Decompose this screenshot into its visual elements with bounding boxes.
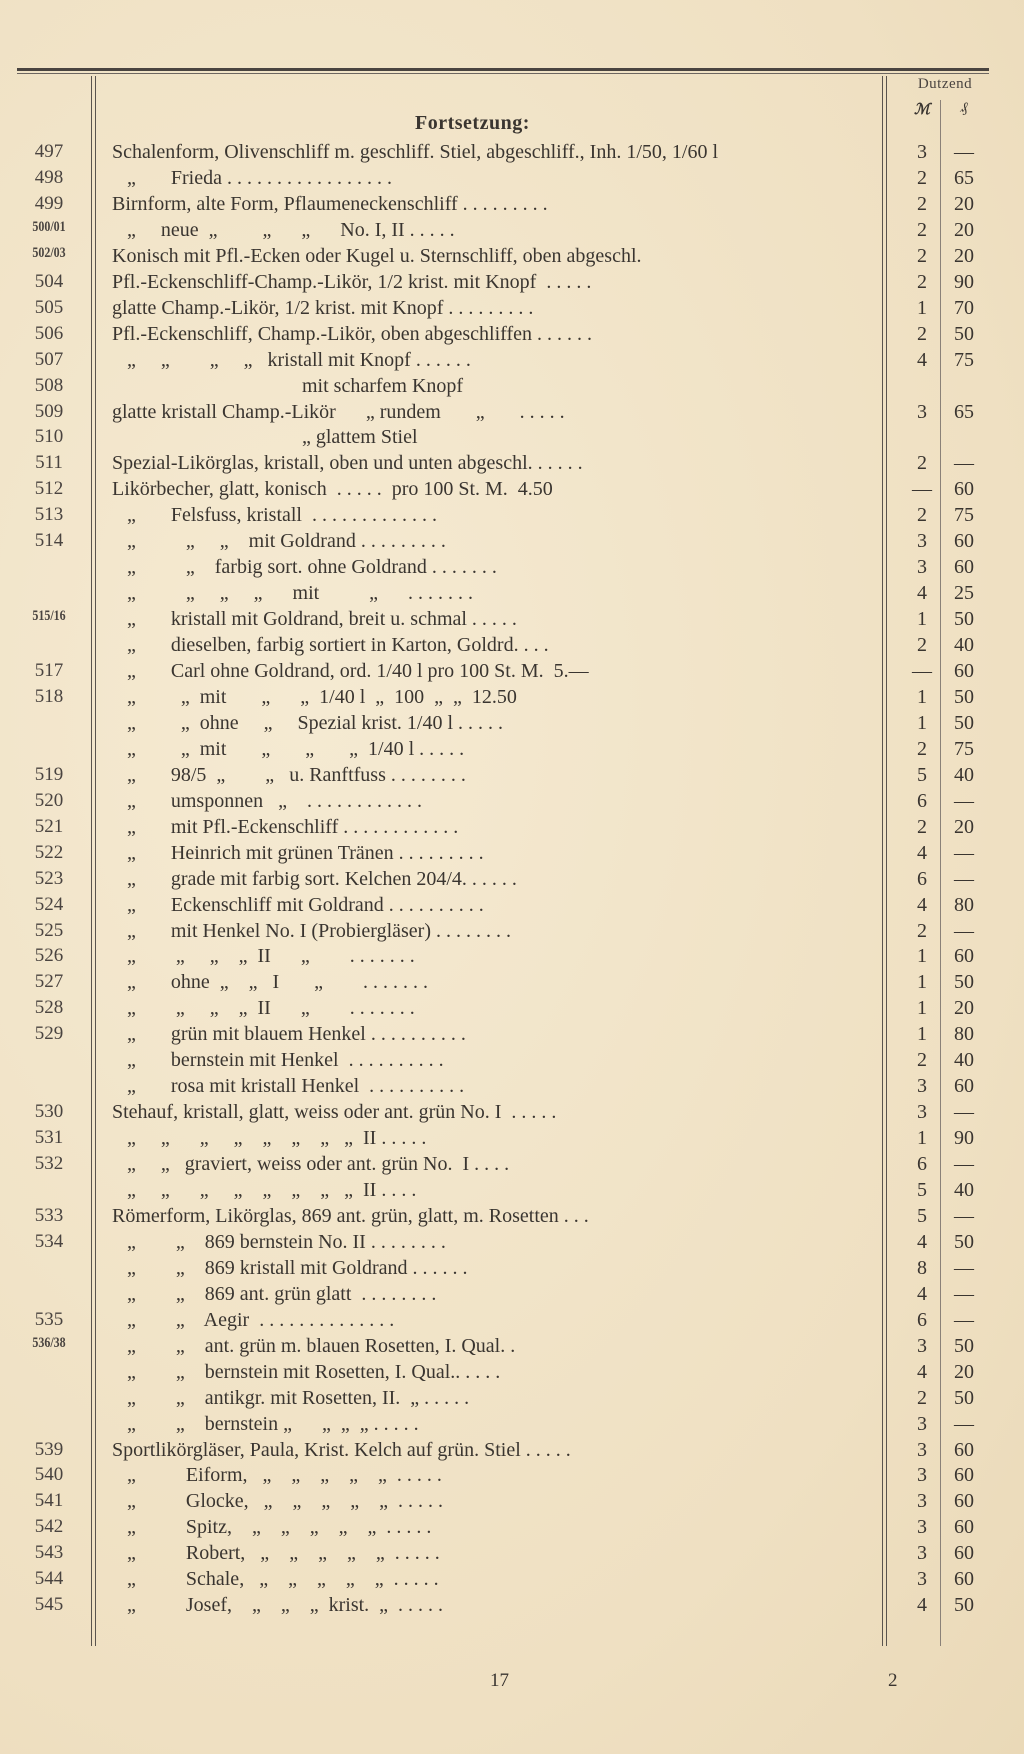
article-description: „ „ „ mit Goldrand . . . . . . . . . xyxy=(112,530,446,553)
table-row xyxy=(0,764,1024,790)
article-description: „ Robert, „ „ „ „ „ . . . . . xyxy=(112,1542,440,1565)
price-mark: 3 xyxy=(917,1542,927,1565)
article-description: „ Spitz, „ „ „ „ „ . . . . . xyxy=(112,1516,432,1539)
table-row xyxy=(0,193,1024,219)
table-row xyxy=(0,452,1024,478)
price-pfennig: 90 xyxy=(954,1127,974,1150)
price-pfennig: 60 xyxy=(954,1464,974,1487)
price-mark: 6 xyxy=(917,867,927,890)
price-mark: 4 xyxy=(917,582,927,605)
price-pfennig: 50 xyxy=(954,1334,974,1357)
price-pfennig: 50 xyxy=(954,711,974,734)
article-number: 517 xyxy=(34,660,64,681)
article-number: 518 xyxy=(34,685,64,707)
price-pfennig: 60 xyxy=(954,556,974,579)
article-description: „ Eckenschliff mit Goldrand . . . . . . . . . . xyxy=(112,893,484,916)
table-row xyxy=(0,582,1024,608)
price-mark: 3 xyxy=(917,1516,927,1539)
table-row xyxy=(0,1205,1024,1231)
article-number: 542 xyxy=(34,1516,64,1538)
price-mark: 2 xyxy=(917,244,927,267)
price-mark: 2 xyxy=(917,218,927,241)
article-description: Sportlikörgläser, Paula, Krist. Kelch auf grün. Stiel . . . . . xyxy=(112,1438,571,1461)
article-number: 500/01 xyxy=(32,218,66,235)
article-number: 497 xyxy=(34,141,64,162)
article-number: 523 xyxy=(34,867,64,889)
top-rule xyxy=(17,68,989,71)
price-pfennig: 60 xyxy=(954,478,974,501)
table-row xyxy=(0,1101,1024,1127)
article-description: „ glattem Stiel xyxy=(112,426,418,449)
table-row xyxy=(0,1309,1024,1335)
price-mark: 1 xyxy=(917,296,927,319)
table-row xyxy=(0,1075,1024,1101)
price-mark: 2 xyxy=(917,634,927,657)
table-row xyxy=(0,1387,1024,1413)
table-row xyxy=(0,945,1024,971)
table-row xyxy=(0,323,1024,349)
price-pfennig: 60 xyxy=(954,660,974,682)
price-pfennig: 60 xyxy=(954,1438,974,1461)
price-mark: 1 xyxy=(917,711,927,734)
article-description: „ „ „ „ mit „ . . . . . . . xyxy=(112,582,474,605)
table-row xyxy=(0,1179,1024,1205)
price-pfennig: 75 xyxy=(954,737,974,760)
article-description: „ umsponnen „ . . . . . . . . . . . . xyxy=(112,789,422,812)
article-description: „ Heinrich mit grünen Tränen . . . . . . . . . xyxy=(112,841,484,864)
price-pfennig: 40 xyxy=(954,763,974,786)
price-mark: 2 xyxy=(917,322,927,345)
article-number: 513 xyxy=(34,504,64,526)
article-description: „ „ „ „ „ „ „ „ II . . . . . xyxy=(112,1127,427,1150)
price-pfennig: 90 xyxy=(954,270,974,293)
price-mark: 3 xyxy=(917,1568,927,1591)
price-pfennig: 20 xyxy=(954,244,974,267)
table-row xyxy=(0,349,1024,375)
article-description: „ „ Aegir . . . . . . . . . . . . . . xyxy=(112,1308,395,1331)
price-pfennig: 50 xyxy=(954,1386,974,1409)
price-pfennig: 75 xyxy=(954,348,974,371)
article-description: „ „ graviert, weiss oder ant. grün No. I . . . . xyxy=(112,1153,510,1176)
price-mark: 4 xyxy=(917,841,927,864)
price-mark: 4 xyxy=(917,348,927,371)
price-pfennig: — xyxy=(954,867,974,890)
table-row xyxy=(0,1257,1024,1283)
price-pfennig: 60 xyxy=(954,1075,974,1098)
price-pfennig: — xyxy=(954,1153,974,1176)
article-description: Pfl.-Eckenschliff, Champ.-Likör, oben abgeschliffen . . . . . . xyxy=(112,322,593,345)
article-description: Schalenform, Olivenschliff m. geschliff. Stiel, abgeschliff., Inh. 1/50, 1/60 l xyxy=(112,141,719,163)
price-mark: 6 xyxy=(917,1308,927,1331)
article-number: 530 xyxy=(34,1101,64,1123)
table-row xyxy=(0,790,1024,816)
signature-mark: 2 xyxy=(888,1670,898,1691)
article-description: Birnform, alte Form, Pflaumeneckenschliff . . . . . . . . . xyxy=(112,192,548,215)
column-group-dutzend: Dutzend xyxy=(917,76,973,92)
price-mark: 2 xyxy=(917,919,927,942)
article-number: 512 xyxy=(34,478,64,500)
price-mark: 4 xyxy=(917,1594,927,1617)
price-pfennig: — xyxy=(954,1204,974,1227)
article-number: 533 xyxy=(34,1204,64,1226)
price-mark: 1 xyxy=(917,997,927,1020)
article-description: „ „ bernstein mit Rosetten, I. Qual.. . . . . xyxy=(112,1360,501,1383)
article-number: 507 xyxy=(34,348,64,370)
article-number: 529 xyxy=(34,1023,64,1045)
table-row xyxy=(0,426,1024,452)
article-description: Konisch mit Pfl.-Ecken oder Kugel u. Sternschliff, oben abgeschl. xyxy=(112,244,642,267)
article-number: 499 xyxy=(34,192,64,214)
price-pfennig: 80 xyxy=(954,893,974,916)
price-pfennig: 20 xyxy=(954,997,974,1020)
table-row xyxy=(0,894,1024,920)
price-pfennig: 50 xyxy=(954,608,974,631)
price-pfennig: 50 xyxy=(954,1230,974,1253)
table-row xyxy=(0,401,1024,427)
price-mark: 2 xyxy=(917,504,927,527)
article-description: „ „ antikgr. mit Rosetten, II. „ . . . . . xyxy=(112,1386,470,1409)
article-number: 532 xyxy=(34,1153,64,1175)
price-mark: 4 xyxy=(917,893,927,916)
table-row xyxy=(0,1568,1024,1594)
price-pfennig: 65 xyxy=(954,400,974,423)
table-row xyxy=(0,997,1024,1023)
table-row xyxy=(0,686,1024,712)
price-mark: 6 xyxy=(917,789,927,812)
article-number: 540 xyxy=(34,1464,64,1486)
table-row xyxy=(0,1335,1024,1361)
article-description: „ mit Pfl.-Eckenschliff . . . . . . . . . . . . xyxy=(112,815,459,838)
table-row xyxy=(0,816,1024,842)
article-number: 545 xyxy=(34,1594,64,1616)
article-number: 536/38 xyxy=(32,1334,66,1351)
price-pfennig: 60 xyxy=(954,1516,974,1539)
table-row xyxy=(0,1542,1024,1568)
price-mark: 8 xyxy=(917,1256,927,1279)
article-description: Pfl.-Eckenschliff-Champ.-Likör, 1/2 krist. mit Knopf . . . . . xyxy=(112,270,592,293)
article-number: 535 xyxy=(34,1308,64,1330)
table-row xyxy=(0,167,1024,193)
article-number: 511 xyxy=(35,452,63,474)
table-row xyxy=(0,530,1024,556)
price-pfennig: 20 xyxy=(954,1360,974,1383)
price-pfennig: 80 xyxy=(954,1023,974,1046)
article-number: 522 xyxy=(34,841,64,863)
price-pfennig: 60 xyxy=(954,1568,974,1591)
price-mark: 3 xyxy=(917,1412,927,1435)
article-number: 510 xyxy=(34,426,64,448)
price-mark: 3 xyxy=(917,1101,927,1124)
price-mark: — xyxy=(912,478,932,501)
article-description: „ dieselben, farbig sortiert in Karton, Goldrd. . . . xyxy=(112,634,549,657)
article-description: „ Carl ohne Goldrand, ord. 1/40 l pro 100 St. M. 5.— xyxy=(112,660,589,682)
article-description: Likörbecher, glatt, konisch . . . . . pro 100 St. M. 4.50 xyxy=(112,478,553,501)
price-pfennig: 50 xyxy=(954,322,974,345)
article-description: „ „ ohne „ Spezial krist. 1/40 l . . . . . xyxy=(112,711,504,734)
column-header-pfennig: ₰ xyxy=(960,100,968,116)
table-row xyxy=(0,712,1024,738)
article-number: 515/16 xyxy=(32,608,66,625)
article-description: „ 98/5 „ „ u. Ranftfuss . . . . . . . . xyxy=(112,763,466,786)
table-row xyxy=(0,738,1024,764)
price-mark: 2 xyxy=(917,166,927,189)
table-row xyxy=(0,1361,1024,1387)
table-row xyxy=(0,271,1024,297)
price-pfennig: — xyxy=(954,789,974,812)
price-mark: 2 xyxy=(917,737,927,760)
price-mark: 3 xyxy=(917,400,927,423)
price-mark: 1 xyxy=(917,1023,927,1046)
article-description: „ „ 869 ant. grün glatt . . . . . . . . xyxy=(112,1282,437,1305)
article-number: 509 xyxy=(34,400,64,422)
price-mark: 3 xyxy=(917,556,927,579)
price-mark: 5 xyxy=(917,763,927,786)
price-pfennig: 60 xyxy=(954,530,974,553)
price-mark: 1 xyxy=(917,945,927,968)
price-pfennig: 50 xyxy=(954,685,974,708)
article-description: „ neue „ „ „ No. I, II . . . . . xyxy=(112,218,455,241)
price-mark: 3 xyxy=(917,1464,927,1487)
price-pfennig: 60 xyxy=(954,1542,974,1565)
price-mark: 3 xyxy=(917,1438,927,1461)
article-description: „ Schale, „ „ „ „ „ . . . . . xyxy=(112,1568,439,1591)
table-row xyxy=(0,1049,1024,1075)
price-pfennig: 20 xyxy=(954,815,974,838)
article-description: glatte kristall Champ.-Likör „ rundem „ . . . . . xyxy=(112,400,565,423)
article-description: „ „ bernstein „ „ „ „ . . . . . xyxy=(112,1412,419,1435)
article-number: 514 xyxy=(34,530,64,552)
table-row xyxy=(0,1413,1024,1439)
price-pfennig: 20 xyxy=(954,218,974,241)
price-pfennig: 50 xyxy=(954,971,974,994)
article-number: 506 xyxy=(34,322,64,344)
article-description: Stehauf, kristall, glatt, weiss oder ant. grün No. I . . . . . xyxy=(112,1101,557,1124)
article-description: „ „ mit „ „ 1/40 l „ 100 „ „ 12.50 xyxy=(112,685,517,708)
price-mark: 2 xyxy=(917,815,927,838)
article-number: 541 xyxy=(34,1490,64,1512)
article-number: 528 xyxy=(34,997,64,1019)
page-number: 17 xyxy=(490,1670,509,1691)
table-row xyxy=(0,1153,1024,1179)
price-mark: 3 xyxy=(917,141,927,163)
table-row xyxy=(0,245,1024,271)
article-description: „ Josef, „ „ „ krist. „ . . . . . xyxy=(112,1594,444,1617)
article-description: „ ohne „ „ I „ . . . . . . . xyxy=(112,971,429,994)
article-description: „ „ „ „ II „ . . . . . . . xyxy=(112,945,415,968)
table-row xyxy=(0,634,1024,660)
article-number: 498 xyxy=(34,166,64,188)
price-pfennig: 65 xyxy=(954,166,974,189)
price-pfennig: 25 xyxy=(954,582,974,605)
table-row xyxy=(0,1023,1024,1049)
table-row xyxy=(0,1516,1024,1542)
article-number: 521 xyxy=(34,815,64,837)
price-pfennig: — xyxy=(954,1308,974,1331)
price-mark: 1 xyxy=(917,971,927,994)
article-description: „ Felsfuss, kristall . . . . . . . . . . . . . xyxy=(112,504,437,527)
article-description: „ „ ant. grün m. blauen Rosetten, I. Qual. . xyxy=(112,1334,516,1357)
price-mark: 3 xyxy=(917,1490,927,1513)
price-pfennig: 40 xyxy=(954,1049,974,1072)
table-row xyxy=(0,1594,1024,1620)
article-number: 524 xyxy=(34,893,64,915)
table-row xyxy=(0,141,1024,167)
article-description: „ „ 869 bernstein No. II . . . . . . . . xyxy=(112,1230,446,1253)
price-mark: 3 xyxy=(917,1075,927,1098)
article-description: „ „ „ „ kristall mit Knopf . . . . . . xyxy=(112,348,471,371)
article-description: „ Eiform, „ „ „ „ „ . . . . . xyxy=(112,1464,442,1487)
price-mark: 1 xyxy=(917,685,927,708)
price-pfennig: 70 xyxy=(954,296,974,319)
price-pfennig: 50 xyxy=(954,1594,974,1617)
price-mark: 2 xyxy=(917,1386,927,1409)
price-pfennig: 40 xyxy=(954,1179,974,1201)
price-mark: 3 xyxy=(917,1334,927,1357)
article-description: „ „ mit „ „ „ 1/40 l . . . . . xyxy=(112,737,465,760)
price-mark: 4 xyxy=(917,1360,927,1383)
column-header-mark: ℳ xyxy=(913,102,931,118)
article-number: 519 xyxy=(34,763,64,785)
price-mark: — xyxy=(912,660,932,682)
price-pfennig: 40 xyxy=(954,634,974,657)
section-title: Fortsetzung: xyxy=(415,112,530,134)
article-number: 502/03 xyxy=(32,244,66,261)
table-row xyxy=(0,556,1024,582)
price-mark: 1 xyxy=(917,1127,927,1150)
price-mark: 3 xyxy=(917,530,927,553)
table-row xyxy=(0,1283,1024,1309)
article-number: 531 xyxy=(34,1127,64,1149)
article-number: 543 xyxy=(34,1542,64,1564)
article-description: „ grade mit farbig sort. Kelchen 204/4. . . . . . xyxy=(112,867,517,890)
price-mark: 4 xyxy=(917,1282,927,1305)
table-row xyxy=(0,1231,1024,1257)
price-mark: 5 xyxy=(917,1179,927,1201)
article-number: 520 xyxy=(34,789,64,811)
price-pfennig: — xyxy=(954,841,974,864)
table-row xyxy=(0,478,1024,504)
article-description: „ „ farbig sort. ohne Goldrand . . . . . . . xyxy=(112,556,497,579)
article-number: 525 xyxy=(34,919,64,941)
table-row xyxy=(0,868,1024,894)
article-number: 526 xyxy=(34,945,64,967)
price-pfennig: — xyxy=(954,1282,974,1305)
price-mark: 2 xyxy=(917,270,927,293)
table-row xyxy=(0,920,1024,946)
table-row xyxy=(0,1490,1024,1516)
table-row xyxy=(0,297,1024,323)
price-mark: 6 xyxy=(917,1153,927,1176)
article-number: 508 xyxy=(34,374,64,396)
article-description: „ „ „ „ II „ . . . . . . . xyxy=(112,997,415,1020)
price-mark: 2 xyxy=(917,1049,927,1072)
table-row xyxy=(0,1464,1024,1490)
article-description: „ bernstein mit Henkel . . . . . . . . . . xyxy=(112,1049,444,1072)
price-mark: 1 xyxy=(917,608,927,631)
price-mark: 2 xyxy=(917,192,927,215)
price-mark: 4 xyxy=(917,1230,927,1253)
price-mark: 2 xyxy=(917,452,927,475)
table-row xyxy=(0,219,1024,245)
article-number: 534 xyxy=(34,1230,64,1252)
article-number: 505 xyxy=(34,296,64,318)
article-description: „ rosa mit kristall Henkel . . . . . . . . . . xyxy=(112,1075,465,1098)
article-number: 539 xyxy=(34,1438,64,1460)
article-description: Römerform, Likörglas, 869 ant. grün, glatt, m. Rosetten . . . xyxy=(112,1204,589,1227)
price-pfennig: 75 xyxy=(954,504,974,527)
table-row xyxy=(0,504,1024,530)
article-description: „ kristall mit Goldrand, breit u. schmal . . . . . xyxy=(112,608,517,631)
article-number: 544 xyxy=(34,1568,64,1590)
article-description: „ Frieda . . . . . . . . . . . . . . . . . xyxy=(112,166,392,189)
article-description: Spezial-Likörglas, kristall, oben und unten abgeschl. . . . . . xyxy=(112,452,583,475)
price-mark: 5 xyxy=(917,1204,927,1227)
article-description: glatte Champ.-Likör, 1/2 krist. mit Knopf . . . . . . . . . xyxy=(112,296,534,319)
table-row xyxy=(0,608,1024,634)
article-description: „ mit Henkel No. I (Probiergläser) . . . . . . . . xyxy=(112,919,511,942)
table-row xyxy=(0,1439,1024,1465)
table-row xyxy=(0,842,1024,868)
table-row xyxy=(0,971,1024,997)
table-row xyxy=(0,660,1024,686)
table-row xyxy=(0,375,1024,401)
price-pfennig: — xyxy=(954,1256,974,1279)
top-rule-thin xyxy=(17,73,989,74)
price-pfennig: — xyxy=(954,1412,974,1435)
article-description: „ Glocke, „ „ „ „ „ . . . . . xyxy=(112,1490,444,1513)
price-pfennig: 60 xyxy=(954,945,974,968)
article-description: „ „ 869 kristall mit Goldrand . . . . . . xyxy=(112,1256,468,1279)
article-description: „ grün mit blauem Henkel . . . . . . . . . . xyxy=(112,1023,466,1046)
price-pfennig: 20 xyxy=(954,192,974,215)
price-pfennig: — xyxy=(954,919,974,942)
price-pfennig: 60 xyxy=(954,1490,974,1513)
article-description: „ „ „ „ „ „ „ „ II . . . . xyxy=(112,1179,417,1201)
article-number: 504 xyxy=(34,270,64,292)
price-pfennig: — xyxy=(954,141,974,163)
article-number: 527 xyxy=(34,971,64,993)
table-row xyxy=(0,1127,1024,1153)
article-description: mit scharfem Knopf xyxy=(112,374,464,397)
price-pfennig: — xyxy=(954,452,974,475)
price-pfennig: — xyxy=(954,1101,974,1124)
